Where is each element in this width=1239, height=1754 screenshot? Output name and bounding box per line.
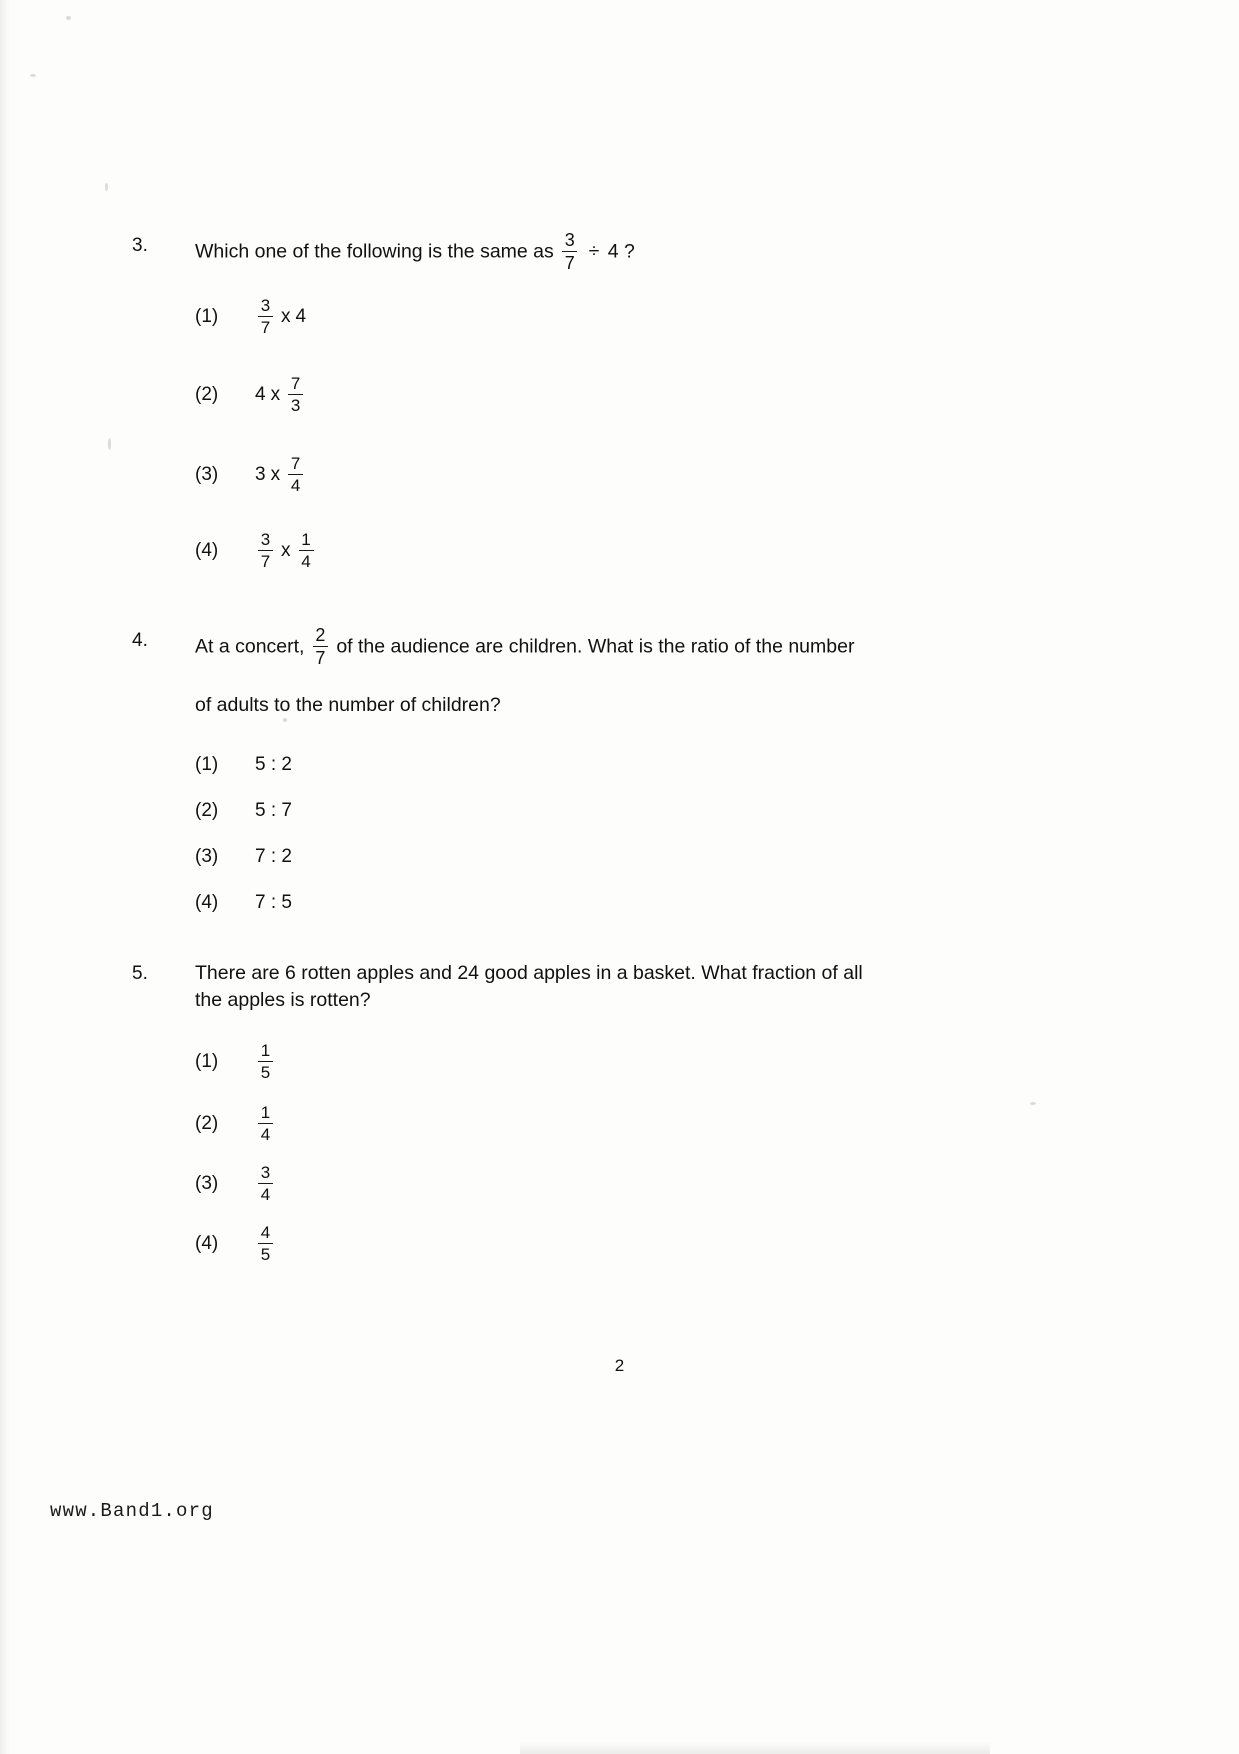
option-value: [255, 376, 306, 415]
option-label: (1): [195, 754, 219, 775]
multiplication-sign: x: [270, 384, 281, 406]
question-stem: [195, 232, 1032, 273]
fraction-bar: [562, 251, 577, 253]
fraction-bar: [258, 1183, 273, 1185]
fraction-bar: [258, 316, 273, 318]
fraction-numerator: 4: [260, 1223, 271, 1242]
option-number: 4: [295, 306, 307, 328]
stem-fraction: [313, 626, 328, 667]
scan-speck: [105, 183, 108, 191]
fraction-denominator: 4: [260, 1124, 271, 1144]
question-number: 4.: [132, 630, 148, 651]
fraction-numerator: 3: [564, 230, 575, 250]
question-3-option-4: [132, 532, 1032, 571]
fraction-denominator: 4: [260, 1184, 271, 1204]
option-value: 5 : 2: [255, 754, 292, 775]
option-row[interactable]: [195, 532, 1032, 571]
fraction-numerator: 2: [315, 625, 326, 645]
option-label: (3): [195, 464, 219, 486]
stem-text-post: 4 ?: [607, 240, 635, 263]
option-fraction: [258, 297, 273, 336]
option-fraction: [258, 1104, 273, 1143]
fraction-denominator: 4: [290, 475, 301, 495]
option-value: [255, 1165, 276, 1204]
question-stem: [195, 960, 990, 1014]
stem-fraction: [562, 231, 577, 272]
stem-text-line1: There are 6 rotten apples and 24 good apples in a basket. What fraction of all: [195, 962, 863, 984]
option-value: [255, 456, 306, 495]
question-4-option-3: [132, 844, 1032, 870]
fraction-numerator: 7: [290, 374, 301, 393]
question-4-option-4: [132, 890, 1032, 916]
option-row[interactable]: [195, 844, 1032, 870]
option-label: (1): [195, 306, 219, 328]
option-label: (4): [195, 1233, 219, 1255]
fraction-bar: [313, 646, 328, 648]
option-value: 7 : 2: [255, 846, 292, 867]
page-edge-shadow: [0, 0, 10, 1754]
fraction-denominator: 7: [260, 551, 271, 571]
fraction-denominator: 3: [290, 395, 301, 415]
option-number: 4: [255, 384, 266, 406]
question-5-option-1: [132, 1043, 1032, 1082]
question-5: [132, 960, 1032, 1014]
stem-text-line2: the apples is rotten?: [195, 989, 371, 1011]
question-5-option-3: [132, 1165, 1032, 1204]
multiplication-sign: x: [270, 464, 281, 486]
fraction-bar: [299, 550, 314, 552]
page-number: 2: [614, 1356, 625, 1375]
fraction-numerator: 3: [260, 530, 271, 549]
option-label: (4): [195, 892, 219, 913]
option-number: 3: [255, 464, 266, 486]
question-4: [132, 627, 1032, 720]
footer-watermark-url: www.Band1.org: [50, 1500, 214, 1522]
fraction-bar: [258, 550, 273, 552]
question-5-option-4: [132, 1225, 1032, 1264]
multiplication-sign: x: [281, 306, 291, 328]
option-value: [255, 298, 306, 337]
fraction-bar: [288, 394, 303, 396]
question-4-option-1: [132, 752, 1032, 778]
question-number: 5.: [132, 963, 148, 984]
fraction-denominator: 7: [564, 252, 575, 273]
fraction-bar: [258, 1243, 273, 1245]
option-fraction: [258, 1224, 273, 1263]
option-row[interactable]: [195, 1225, 1032, 1264]
question-stem: [195, 627, 990, 668]
fraction-numerator: 1: [301, 530, 311, 549]
option-row[interactable]: [195, 298, 1032, 337]
fraction-numerator: 1: [260, 1041, 271, 1060]
option-row[interactable]: [195, 456, 1032, 495]
stem-text-mid: of the audience are children. What is the ratio of the number: [336, 635, 855, 658]
option-fraction: [258, 531, 273, 570]
question-stem-line2: [195, 690, 990, 720]
scan-speck: [30, 74, 36, 77]
fraction-numerator: 3: [260, 1163, 271, 1182]
scan-speck: [66, 16, 71, 20]
fraction-numerator: 3: [260, 296, 271, 315]
option-row[interactable]: [195, 1105, 1032, 1144]
fraction-bar: [258, 1123, 273, 1125]
fraction-numerator: 7: [290, 454, 301, 473]
option-value: [255, 1105, 276, 1144]
question-3-option-2: [132, 376, 1032, 415]
option-label: (1): [195, 1051, 219, 1073]
stem-text-line2: of adults to the number of children?: [195, 693, 501, 716]
option-label: (3): [195, 846, 219, 867]
option-row[interactable]: [195, 376, 1032, 415]
fraction-bar: [288, 474, 303, 476]
fraction-denominator: 5: [260, 1062, 271, 1082]
option-label: (2): [195, 384, 219, 406]
option-row[interactable]: [195, 798, 1032, 824]
option-fraction: [258, 1042, 273, 1081]
question-5-option-2: [132, 1105, 1032, 1144]
question-number: 3.: [132, 235, 148, 256]
option-label: (2): [195, 1113, 219, 1135]
question-3: [132, 232, 1032, 273]
fraction-denominator: 7: [260, 317, 271, 337]
option-value: 7 : 5: [255, 892, 292, 913]
option-value: [255, 1225, 276, 1264]
option-value: 5 : 7: [255, 800, 292, 821]
fraction-denominator: 5: [260, 1244, 271, 1264]
option-fraction: [288, 455, 303, 494]
fraction-bar: [258, 1061, 273, 1063]
option-label: (4): [195, 540, 219, 562]
option-fraction: [288, 375, 303, 414]
stem-text-pre: At a concert,: [195, 635, 305, 658]
option-row[interactable]: [195, 1165, 1032, 1204]
question-4-option-2: [132, 798, 1032, 824]
fraction-numerator: 1: [260, 1103, 271, 1122]
option-value: [255, 1043, 276, 1082]
option-row[interactable]: [195, 1043, 1032, 1082]
fraction-denominator: 7: [315, 647, 326, 668]
option-row[interactable]: [195, 752, 1032, 778]
question-3-option-1: [132, 298, 1032, 337]
page-bottom-shadow: [520, 1742, 990, 1754]
fraction-denominator: 4: [301, 551, 311, 571]
scan-speck: [108, 438, 111, 450]
multiplication-sign: x: [281, 540, 291, 562]
option-value: [255, 532, 317, 571]
option-label: (2): [195, 800, 219, 821]
option-label: (3): [195, 1173, 219, 1195]
stem-text-pre: Which one of the following is the same as: [195, 240, 554, 263]
question-3-option-3: [132, 456, 1032, 495]
option-row[interactable]: [195, 890, 1032, 916]
stem-operator: ÷: [588, 240, 600, 263]
option-fraction: [258, 1164, 273, 1203]
option-fraction-2: [299, 531, 314, 570]
